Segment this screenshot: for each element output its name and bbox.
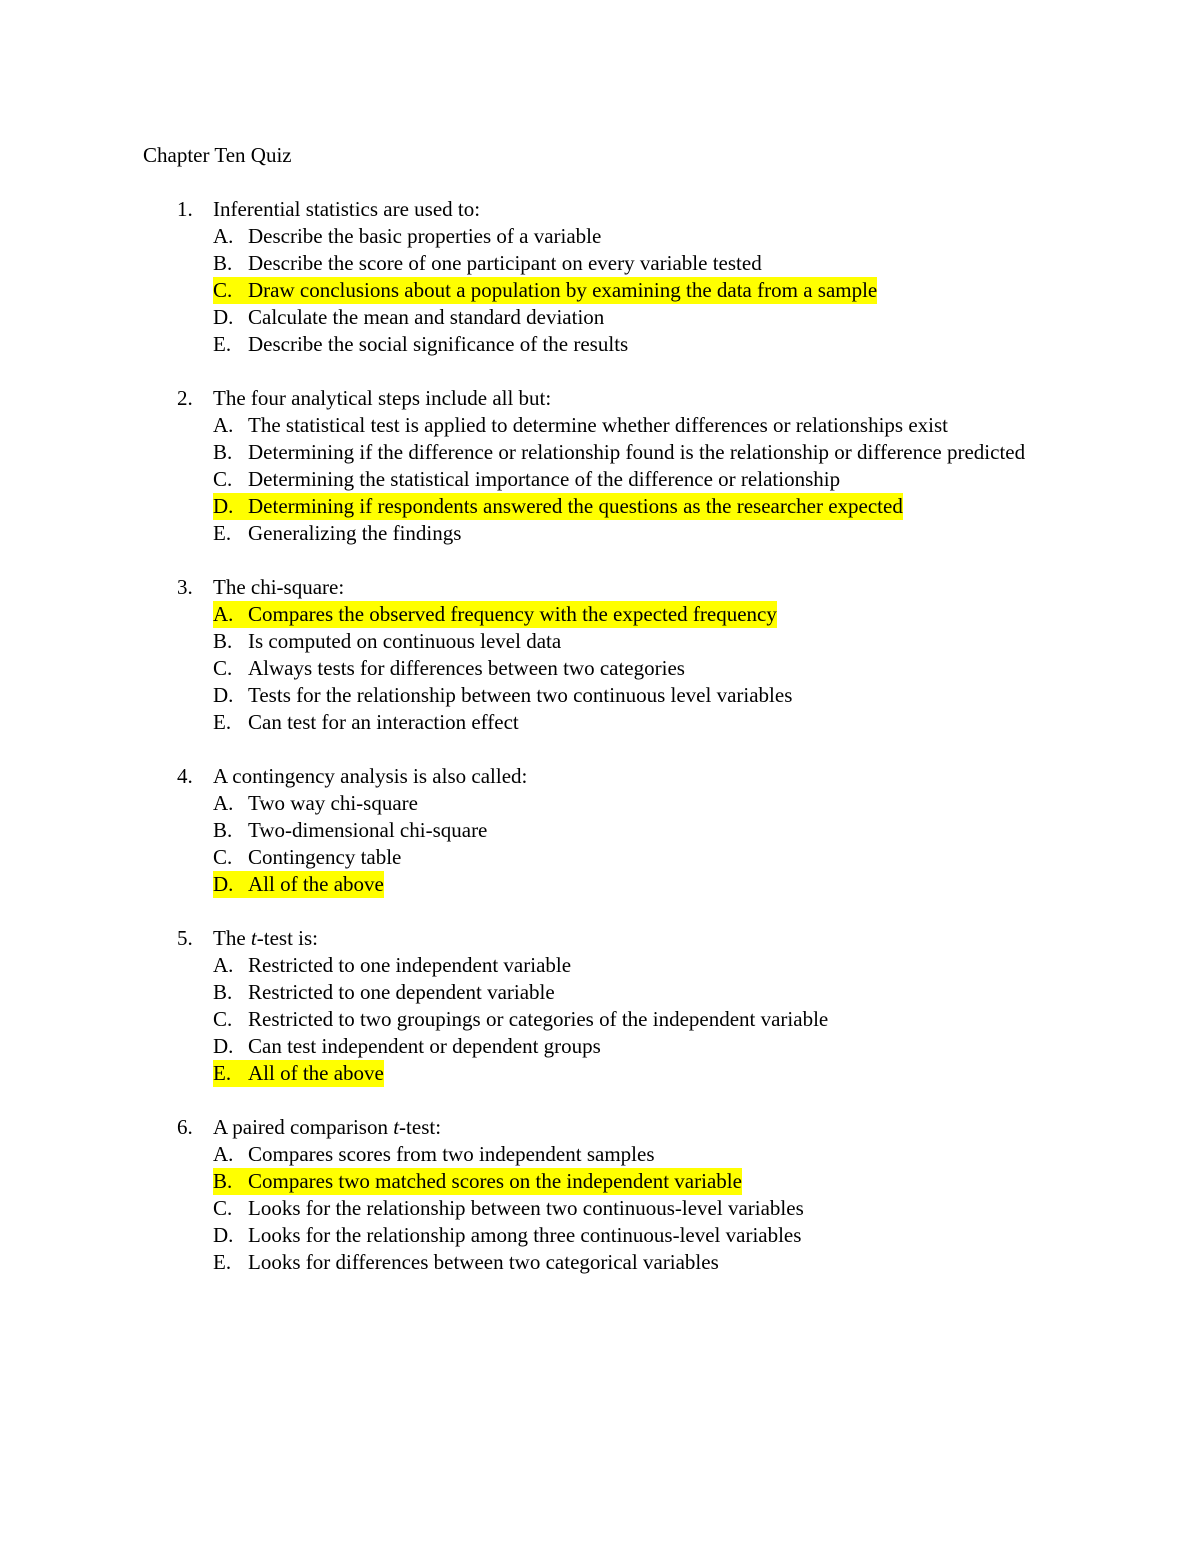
option-row [0, 817, 1200, 844]
option-letter: D. [213, 1034, 234, 1058]
option-D [213, 682, 792, 709]
question-stem [0, 574, 1200, 601]
option-text: Determining if the difference or relationship found is the relationship or difference predicted [248, 440, 1026, 464]
option-B [213, 439, 1200, 466]
option-D-highlighted [213, 493, 903, 520]
option-row [0, 1168, 1200, 1195]
option-text: Tests for the relationship between two continuous level variables [248, 683, 793, 707]
question-number: 1. [177, 197, 193, 221]
option-text: Restricted to two groupings or categories of the independent variable [248, 1007, 829, 1031]
question-text: The chi-square: [213, 575, 345, 599]
option-D [213, 1222, 801, 1249]
option-text: All of the above [248, 1061, 384, 1085]
option-letter: B. [213, 440, 233, 464]
option-row [0, 628, 1200, 655]
option-A [213, 223, 601, 250]
option-text: The statistical test is applied to determine whether differences or relationships exist [248, 413, 948, 437]
option-row [0, 682, 1200, 709]
option-text: All of the above [248, 872, 384, 896]
option-letter: D. [213, 305, 234, 329]
option-text: Contingency table [248, 845, 402, 869]
question-list [0, 196, 1200, 1303]
option-text: Two-dimensional chi-square [248, 818, 488, 842]
option-letter: A. [213, 953, 234, 977]
question-5 [0, 925, 1200, 1087]
page-title: Chapter Ten Quiz [143, 143, 292, 167]
option-A-highlighted [213, 601, 777, 628]
option-letter: A. [213, 413, 234, 437]
option-letter: B. [213, 818, 233, 842]
option-text: Determining if respondents answered the questions as the researcher expected [248, 494, 903, 518]
option-row [0, 1195, 1200, 1222]
option-row [0, 439, 1200, 466]
option-letter: C. [213, 656, 233, 680]
option-C-highlighted [213, 277, 877, 304]
option-row [0, 790, 1200, 817]
option-B [213, 628, 561, 655]
option-text: Is computed on continuous level data [248, 629, 562, 653]
option-E [213, 1249, 719, 1276]
option-letter: A. [213, 791, 234, 815]
option-A [213, 790, 418, 817]
option-A [213, 952, 571, 979]
question-3 [0, 574, 1200, 736]
option-row [0, 601, 1200, 628]
option-text: Looks for differences between two categorical variables [248, 1250, 719, 1274]
option-letter: D. [213, 494, 234, 518]
option-letter: B. [213, 1169, 233, 1193]
question-text: A contingency analysis is also called: [213, 764, 528, 788]
option-letter: D. [213, 872, 234, 896]
question-stem [0, 1114, 1200, 1141]
option-row [0, 1249, 1200, 1276]
option-row [0, 655, 1200, 682]
option-row [0, 277, 1200, 304]
option-C [213, 466, 840, 493]
option-row [0, 304, 1200, 331]
option-text: Can test independent or dependent groups [248, 1034, 601, 1058]
option-text: Can test for an interaction effect [248, 710, 519, 734]
option-text: Generalizing the findings [248, 521, 462, 545]
option-C [213, 655, 685, 682]
question-number: 5. [177, 926, 193, 950]
option-E [213, 331, 628, 358]
option-text: Describe the score of one participant on every variable tested [248, 251, 762, 275]
option-letter: B. [213, 251, 233, 275]
option-row [0, 979, 1200, 1006]
option-E-highlighted [213, 1060, 384, 1087]
option-row [0, 1060, 1200, 1087]
option-text: Compares two matched scores on the independent variable [248, 1169, 742, 1193]
question-number: 3. [177, 575, 193, 599]
option-D [213, 1033, 601, 1060]
option-row [0, 1141, 1200, 1168]
question-text [213, 925, 318, 952]
question-number: 2. [177, 386, 193, 410]
option-row [0, 1222, 1200, 1249]
option-text: Looks for the relationship among three continuous-level variables [248, 1223, 802, 1247]
option-row [0, 871, 1200, 898]
option-row [0, 709, 1200, 736]
option-B [213, 817, 487, 844]
question-stem [0, 925, 1200, 952]
option-text: Restricted to one independent variable [248, 953, 572, 977]
option-letter: D. [213, 683, 234, 707]
option-row [0, 223, 1200, 250]
question-2 [0, 385, 1200, 547]
question-text-italic: t [393, 1115, 400, 1139]
option-text: Determining the statistical importance of the difference or relationship [248, 467, 841, 491]
option-C [213, 844, 401, 871]
option-text: Looks for the relationship between two continuous-level variables [248, 1196, 804, 1220]
question-text: The four analytical steps include all but: [213, 386, 552, 410]
option-row [0, 250, 1200, 277]
option-row [0, 520, 1200, 547]
option-letter: E. [213, 332, 232, 356]
option-letter: A. [213, 1142, 234, 1166]
option-letter: C. [213, 1196, 233, 1220]
question-6 [0, 1114, 1200, 1276]
option-text: Restricted to one dependent variable [248, 980, 555, 1004]
option-E [213, 709, 519, 736]
option-letter: E. [213, 1061, 232, 1085]
option-letter: E. [213, 521, 232, 545]
option-A [213, 412, 948, 439]
option-letter: C. [213, 845, 233, 869]
option-letter: A. [213, 224, 234, 248]
option-row [0, 1006, 1200, 1033]
option-row [0, 952, 1200, 979]
question-1 [0, 196, 1200, 358]
option-letter: C. [213, 278, 233, 302]
option-row [0, 466, 1200, 493]
option-text: Compares scores from two independent samples [248, 1142, 655, 1166]
option-text: Always tests for differences between two categories [248, 656, 685, 680]
option-C [213, 1006, 828, 1033]
question-number: 6. [177, 1115, 193, 1139]
question-text-after: -test: [399, 1115, 442, 1139]
option-text: Describe the social significance of the results [248, 332, 629, 356]
option-D-highlighted [213, 871, 384, 898]
option-D [213, 304, 604, 331]
option-letter: E. [213, 1250, 232, 1274]
option-row [0, 1033, 1200, 1060]
option-B [213, 250, 762, 277]
question-text-before: The [213, 926, 251, 950]
option-letter: B. [213, 629, 233, 653]
option-row [0, 412, 1200, 439]
option-letter: D. [213, 1223, 234, 1247]
option-letter: C. [213, 467, 233, 491]
option-row [0, 331, 1200, 358]
question-text [213, 1114, 441, 1141]
question-4 [0, 763, 1200, 898]
question-text: Inferential statistics are used to: [213, 197, 481, 221]
option-B [213, 979, 555, 1006]
question-text-before: A paired comparison [213, 1115, 394, 1139]
question-stem [0, 196, 1200, 223]
option-B-highlighted [213, 1168, 742, 1195]
option-row [0, 493, 1200, 520]
option-C [213, 1195, 804, 1222]
question-text-after: -test is: [256, 926, 318, 950]
option-E [213, 520, 461, 547]
question-stem [0, 385, 1200, 412]
option-text: Calculate the mean and standard deviation [248, 305, 605, 329]
option-letter: C. [213, 1007, 233, 1031]
question-number: 4. [177, 764, 193, 788]
option-text: Draw conclusions about a population by examining the data from a sample [248, 278, 878, 302]
option-letter: B. [213, 980, 233, 1004]
option-row [0, 844, 1200, 871]
option-A [213, 1141, 655, 1168]
option-text: Two way chi-square [248, 791, 418, 815]
question-text-italic: t [250, 926, 257, 950]
option-letter: E. [213, 710, 232, 734]
question-stem [0, 763, 1200, 790]
option-text: Compares the observed frequency with the expected frequency [248, 602, 777, 626]
option-letter: A. [213, 602, 234, 626]
option-text: Describe the basic properties of a variable [248, 224, 602, 248]
